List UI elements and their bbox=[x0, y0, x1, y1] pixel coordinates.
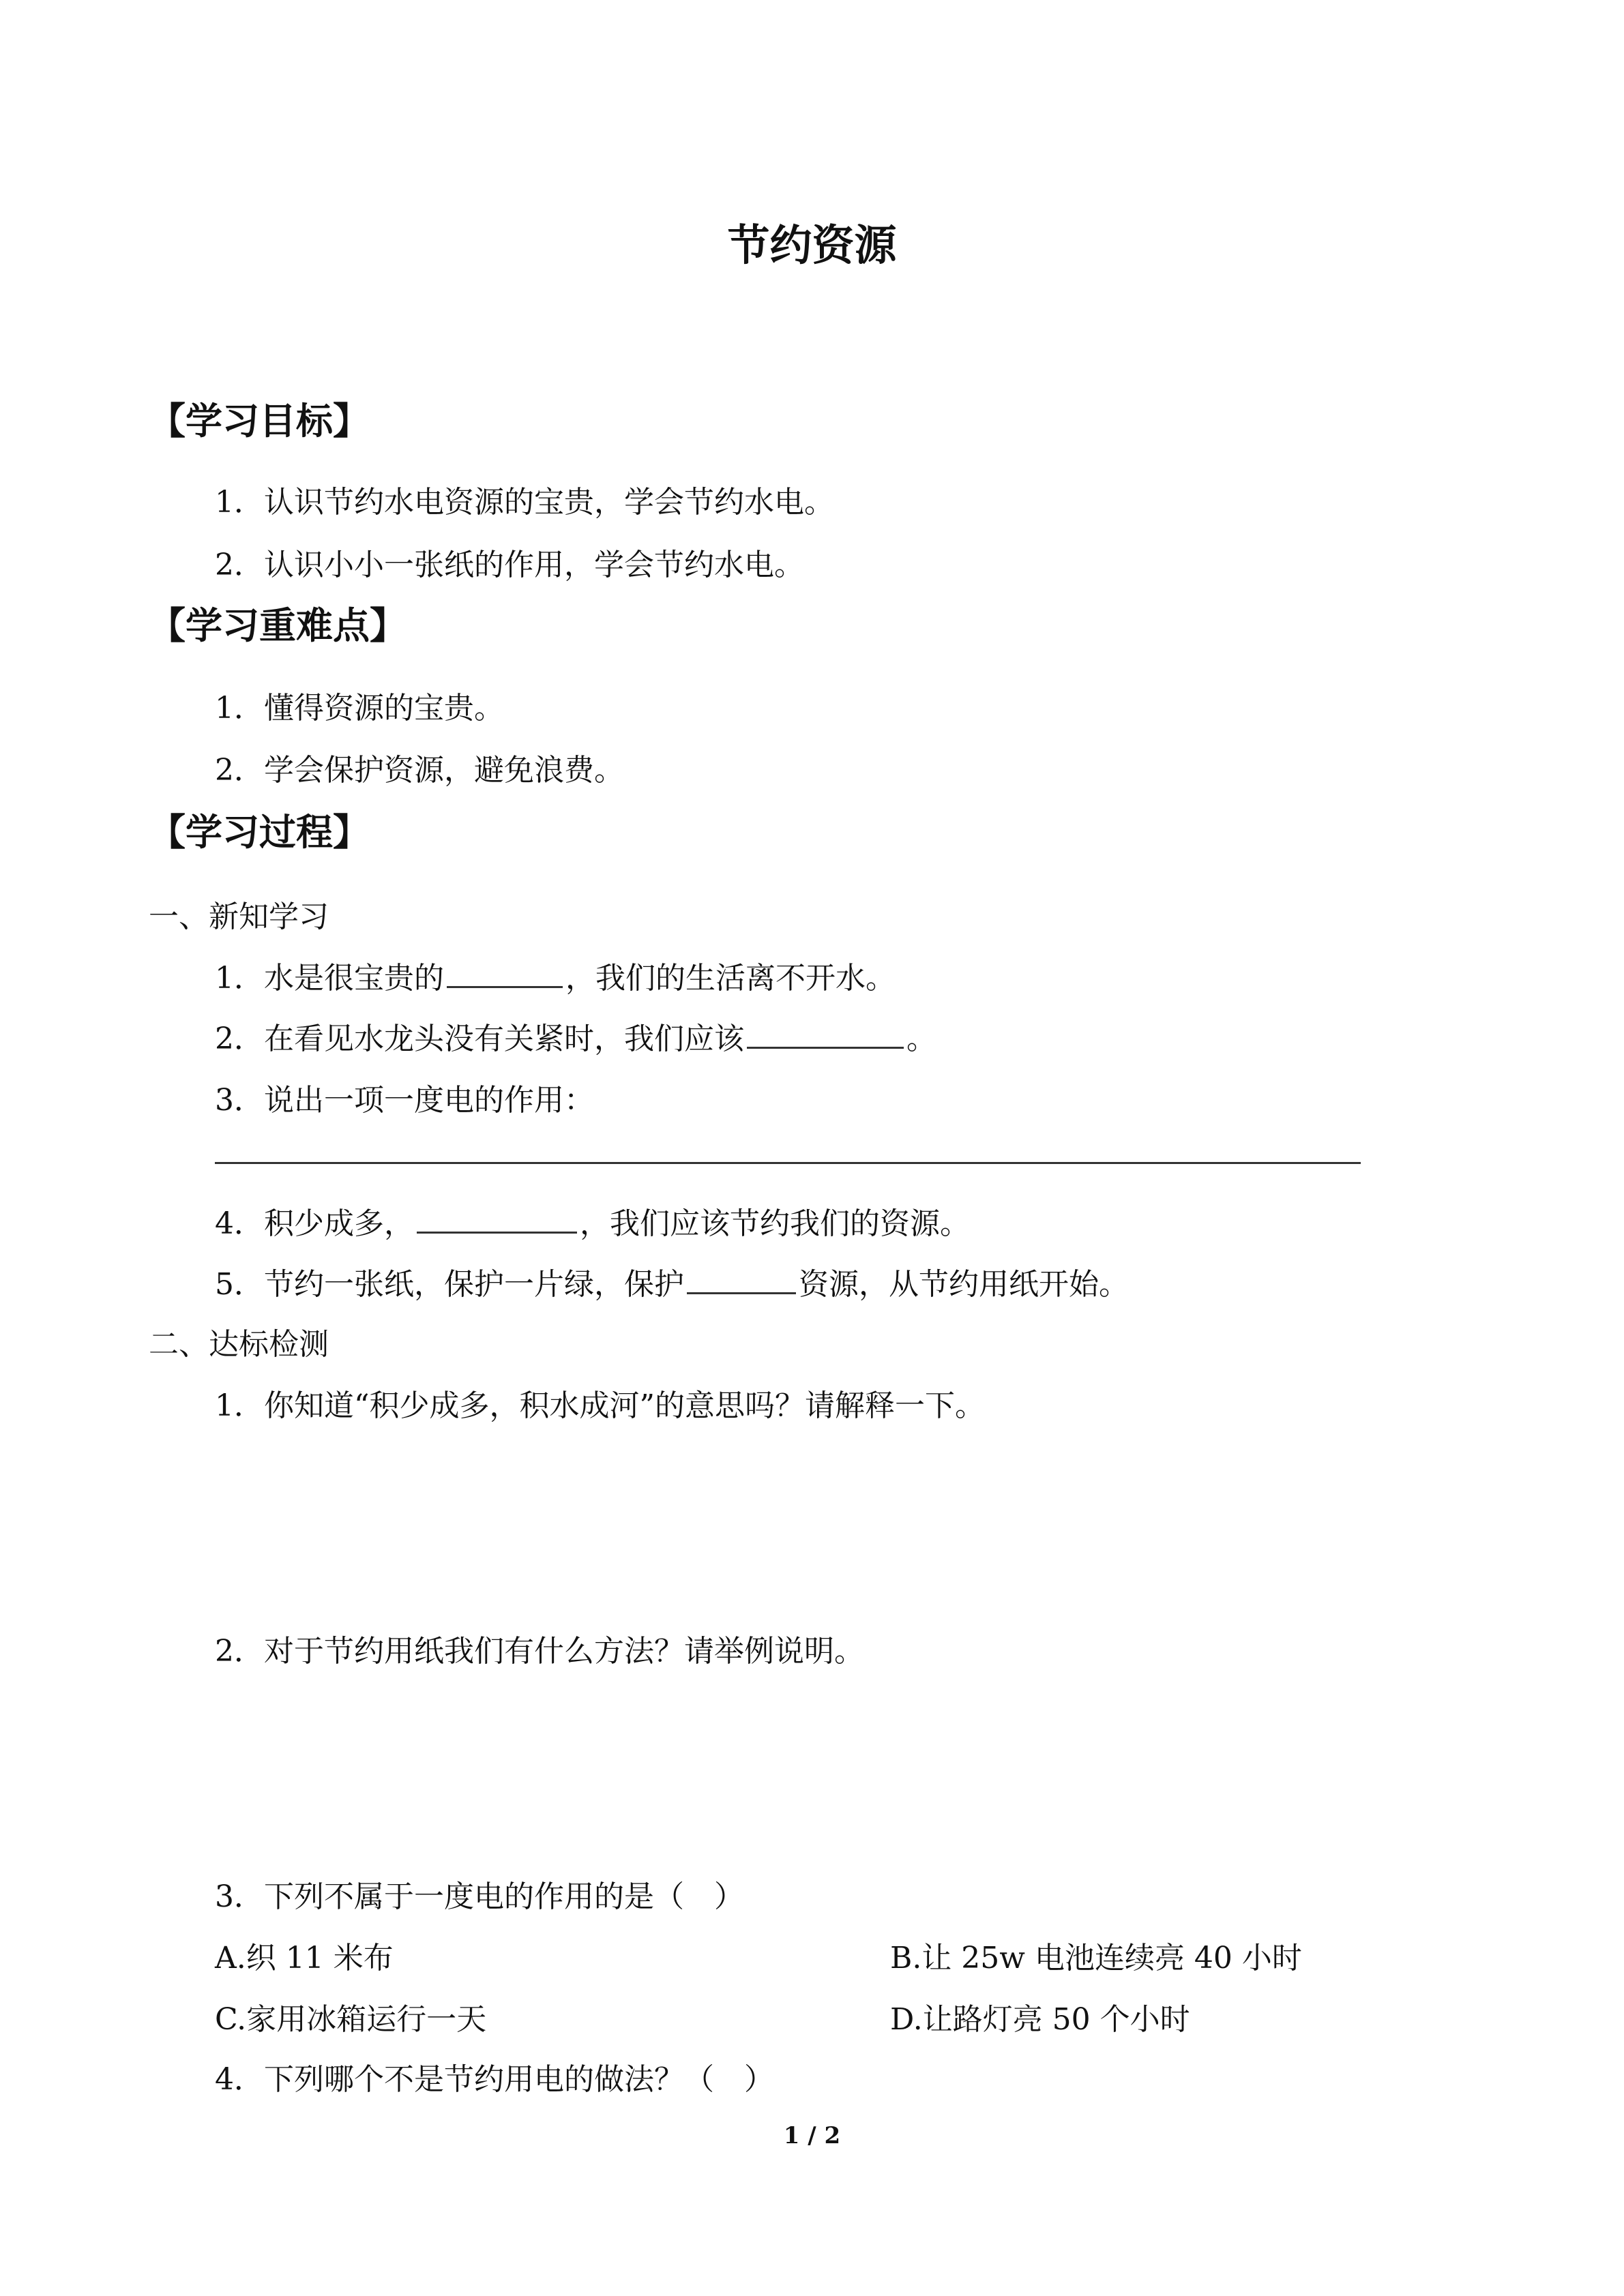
fill-blank[interactable] bbox=[687, 1262, 796, 1294]
question-text: 2．在看见水龙头没有关紧时，我们应该 bbox=[215, 1022, 744, 1056]
page-number: 1 / 2 bbox=[783, 2122, 841, 2149]
fill-blank[interactable] bbox=[747, 1017, 904, 1049]
question-text: ，我们的生活离不开水。 bbox=[565, 961, 896, 996]
part1-question-4 bbox=[215, 1199, 970, 1242]
question-text: 5．节约一张纸，保护一片绿，保护 bbox=[215, 1267, 684, 1302]
section-heading-process: 【学习过程】 bbox=[149, 811, 370, 854]
question-text: 。 bbox=[906, 1022, 936, 1056]
page-title: 节约资源 bbox=[727, 220, 897, 270]
part2-question-3: 3．下列不属于一度电的作用的是（ ） bbox=[215, 1879, 744, 1914]
part1-question-1 bbox=[215, 953, 896, 997]
key-point-item-2: 2．学会保护资源，避免浪费。 bbox=[215, 753, 624, 788]
goal-item-2: 2．认识小小一张纸的作用，学会节约水电。 bbox=[215, 548, 804, 582]
part2-question-4: 4．下列哪个不是节约用电的做法？（ ） bbox=[215, 2062, 774, 2097]
part1-question-3: 3．说出一项一度电的作用： bbox=[215, 1083, 594, 1118]
section-heading-key-points: 【学习重难点】 bbox=[149, 604, 407, 647]
question-text: 1．水是很宝贵的 bbox=[215, 961, 444, 996]
answer-line[interactable] bbox=[215, 1162, 1361, 1164]
option-d: D.让路灯亮 50 个小时 bbox=[890, 2002, 1190, 2037]
fill-blank[interactable] bbox=[417, 1202, 577, 1234]
part1-title: 一、新知学习 bbox=[149, 899, 329, 934]
fill-blank[interactable] bbox=[447, 956, 563, 988]
question-text: 4．积少成多， bbox=[215, 1206, 414, 1241]
part2-question-2: 2．对于节约用纸我们有什么方法？请举例说明。 bbox=[215, 1634, 864, 1669]
option-a: A.织 11 米布 bbox=[215, 1941, 394, 1976]
part2-title: 二、达标检测 bbox=[149, 1327, 329, 1362]
key-point-item-1: 1．懂得资源的宝贵。 bbox=[215, 691, 504, 726]
option-b: B.让 25w 电池连续亮 40 小时 bbox=[890, 1941, 1302, 1976]
section-heading-goals: 【学习目标】 bbox=[149, 400, 370, 443]
part2-question-1: 1．你知道“积少成多，积水成河”的意思吗？请解释一下。 bbox=[215, 1388, 985, 1423]
question-text: 资源，从节约用纸开始。 bbox=[799, 1267, 1129, 1302]
question-text: ，我们应该节约我们的资源。 bbox=[580, 1206, 970, 1241]
goal-item-1: 1．认识节约水电资源的宝贵，学会节约水电。 bbox=[215, 485, 834, 520]
part1-question-5 bbox=[215, 1259, 1129, 1303]
option-c: C.家用冰箱运行一天 bbox=[215, 2002, 487, 2037]
part1-question-2 bbox=[215, 1014, 936, 1058]
